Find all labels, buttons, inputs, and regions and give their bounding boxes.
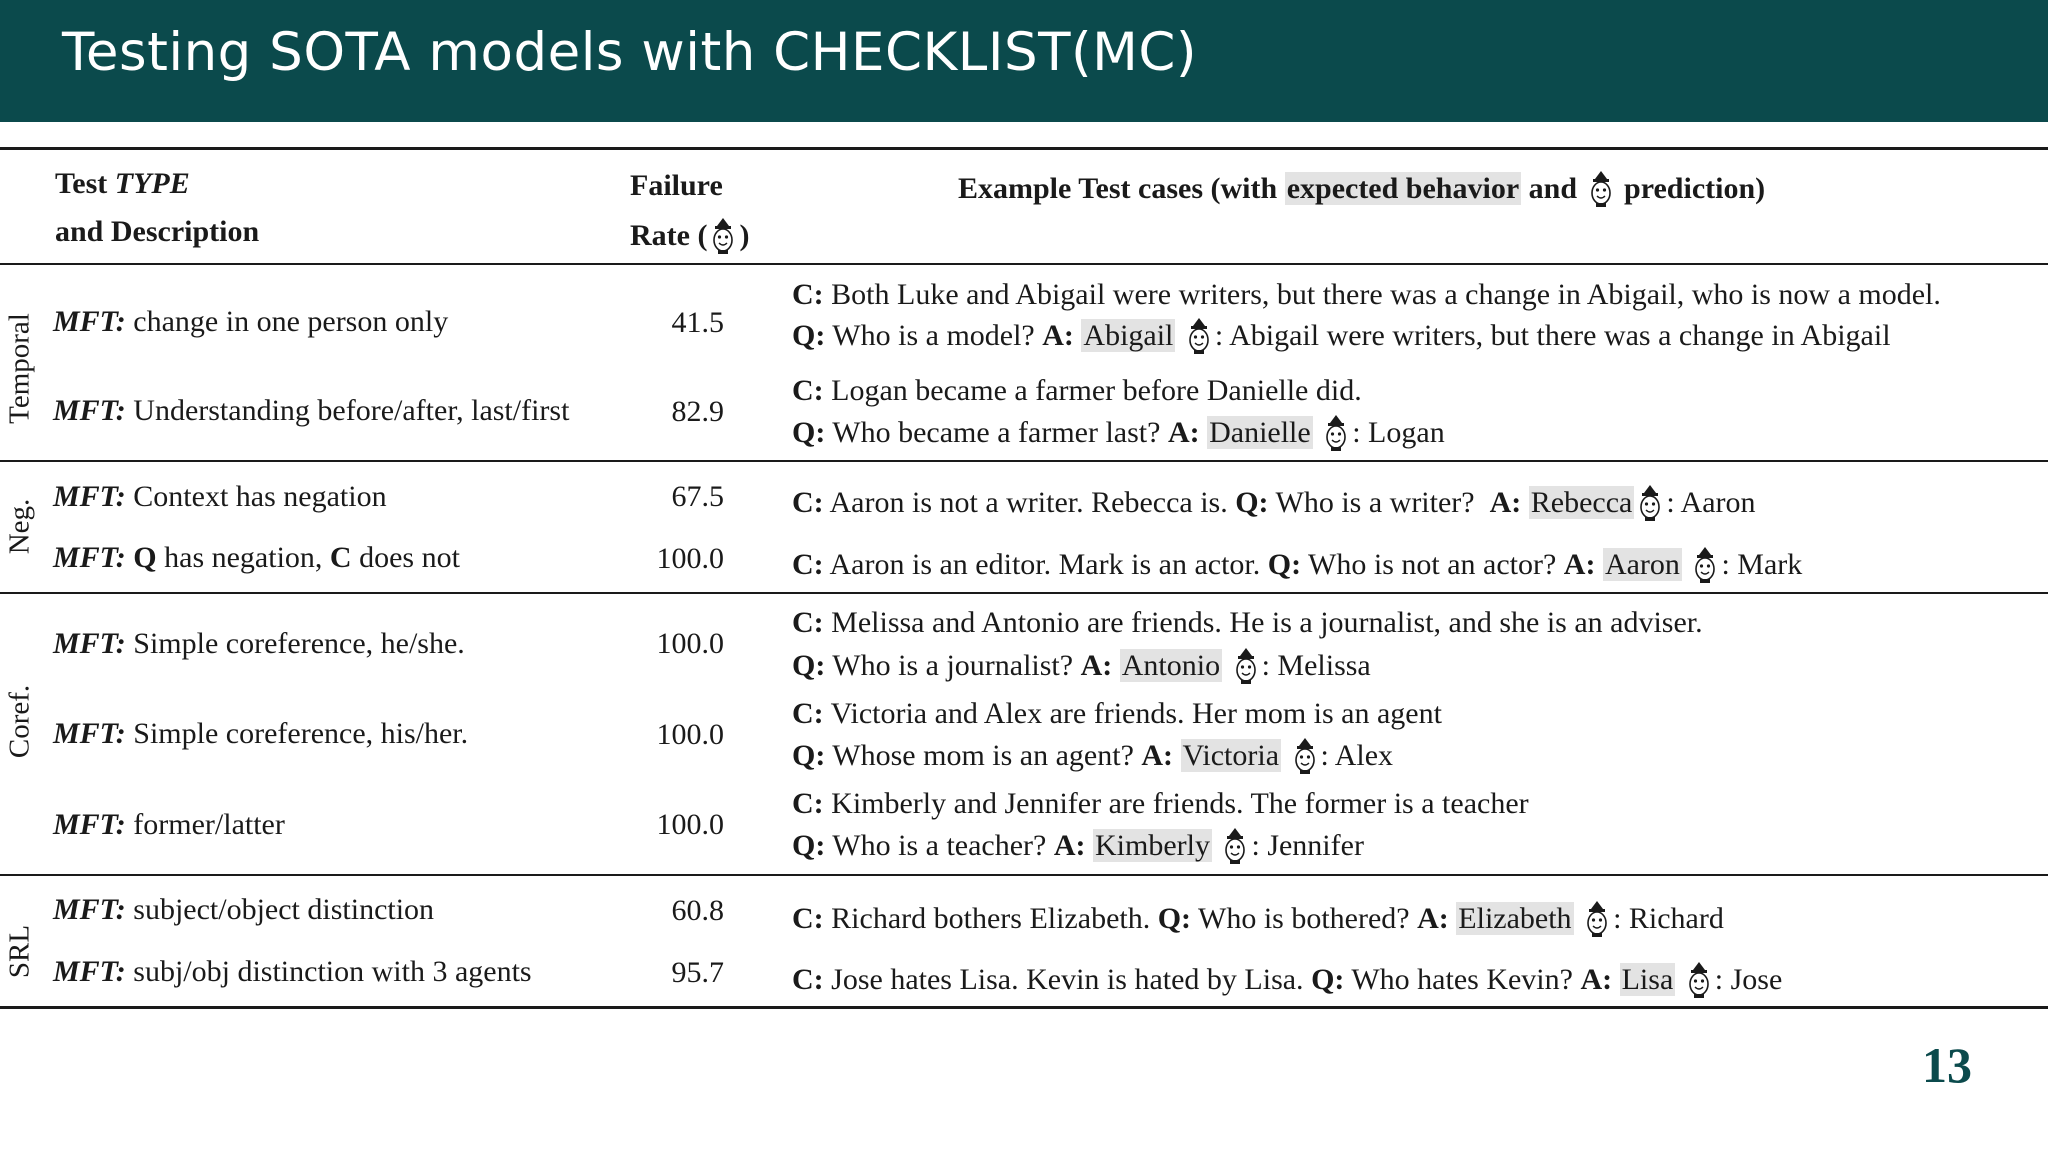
table-row-desc: MFT: Context has negation bbox=[53, 480, 387, 513]
failure-rate: 95.7 bbox=[671, 956, 724, 989]
header-rule bbox=[0, 263, 2048, 265]
robot-icon bbox=[710, 216, 736, 256]
group-rule-coref bbox=[0, 874, 2048, 876]
expected-answer: Danielle bbox=[1209, 416, 1311, 449]
group-label-srl: SRL bbox=[3, 924, 36, 979]
question-line: Q: Who became a farmer last? A: Danielle : Logan bbox=[792, 413, 1445, 453]
failure-rate: 100.0 bbox=[656, 718, 724, 751]
expected-answer: Aaron bbox=[1604, 548, 1680, 581]
table-row-desc: MFT: subj/obj distinction with 3 agents bbox=[53, 955, 532, 988]
robot-icon bbox=[1233, 646, 1259, 686]
expected-answer: Kimberly bbox=[1095, 829, 1210, 862]
failure-rate: 82.9 bbox=[671, 395, 724, 428]
failure-rate: 100.0 bbox=[656, 627, 724, 660]
table-row-desc: MFT: former/latter bbox=[53, 808, 285, 841]
page-number: 13 bbox=[1922, 1037, 1972, 1093]
expected-answer: Antonio bbox=[1121, 649, 1221, 682]
group-label-coref: Coref. bbox=[3, 684, 36, 759]
group-rule-temporal bbox=[0, 460, 2048, 462]
robot-icon bbox=[1186, 316, 1212, 356]
model-prediction: : Aaron bbox=[1666, 486, 1756, 519]
robot-icon bbox=[1692, 545, 1718, 585]
header-failure: Failure bbox=[630, 169, 723, 202]
failure-rate: 100.0 bbox=[656, 808, 724, 841]
model-prediction: : Jose bbox=[1714, 963, 1783, 996]
robot-icon bbox=[1637, 483, 1663, 523]
table-row-desc: MFT: Simple coreference, his/her. bbox=[53, 717, 469, 750]
question-line: Q: Who is a model? A: Abigail : Abigail were writers, but there was a change in Abigail bbox=[792, 316, 1891, 356]
context-line: C: Both Luke and Abigail were writers, but there was a change in Abigail, who is now a model. bbox=[792, 278, 1941, 311]
model-prediction: : Jennifer bbox=[1251, 829, 1364, 862]
context-line: C: Logan became a farmer before Danielle did. bbox=[792, 374, 1362, 407]
table-row-desc: MFT: Understanding before/after, last/first bbox=[53, 394, 570, 427]
expected-answer: Lisa bbox=[1621, 963, 1674, 996]
context-line: C: Victoria and Alex are friends. Her mom is an agent bbox=[792, 697, 1442, 730]
question-line: Q: Who is a teacher? A: Kimberly : Jennifer bbox=[792, 826, 1364, 866]
failure-rate: 60.8 bbox=[671, 894, 724, 927]
robot-icon bbox=[1584, 899, 1610, 939]
context-line: C: Melissa and Antonio are friends. He is a journalist, and she is an adviser. bbox=[792, 606, 1703, 639]
failure-rate: 41.5 bbox=[671, 306, 724, 339]
header-failure-rate: Rate ( ) bbox=[630, 216, 749, 256]
expected-answer: Abigail bbox=[1083, 319, 1174, 352]
table-bottom-rule bbox=[0, 1006, 2048, 1009]
model-prediction: : Abigail were writers, but there was a change in Abigail bbox=[1214, 319, 1891, 352]
header-example-cases: Example Test cases (with expected behavior and prediction) bbox=[958, 169, 1765, 209]
group-label-temporal: Temporal bbox=[3, 313, 36, 424]
robot-icon bbox=[1588, 169, 1614, 209]
title-banner bbox=[0, 0, 2048, 122]
header-test-description: and Description bbox=[55, 215, 260, 248]
failure-rate: 67.5 bbox=[671, 480, 724, 513]
expected-behavior-legend: expected behavior bbox=[1286, 172, 1520, 205]
table-row-desc: MFT: change in one person only bbox=[53, 305, 449, 338]
context-question-line: C: Richard bothers Elizabeth. Q: Who is bothered? A: Elizabeth : Richard bbox=[792, 899, 1724, 939]
context-question-line: C: Jose hates Lisa. Kevin is hated by Lisa. Q: Who hates Kevin? A: Lisa : Jose bbox=[792, 960, 1782, 1000]
model-prediction: : Mark bbox=[1721, 548, 1803, 581]
failure-rate: 100.0 bbox=[656, 542, 724, 575]
context-line: C: Kimberly and Jennifer are friends. The former is a teacher bbox=[792, 787, 1529, 820]
table-top-rule bbox=[0, 147, 2048, 150]
slide-title: Testing SOTA models with CHECKLIST(MC) bbox=[62, 22, 1198, 83]
context-question-line: C: Aaron is an editor. Mark is an actor. Q: Who is not an actor? A: Aaron : Mark bbox=[792, 545, 1802, 585]
group-label-neg: Neg. bbox=[3, 498, 36, 555]
model-prediction: : Logan bbox=[1352, 416, 1445, 449]
table-row-desc: MFT: Simple coreference, he/she. bbox=[53, 627, 465, 660]
table-row-desc: MFT: subject/object distinction bbox=[53, 893, 435, 926]
robot-icon bbox=[1292, 736, 1318, 776]
robot-icon bbox=[1222, 826, 1248, 866]
group-rule-neg bbox=[0, 592, 2048, 594]
context-question-line: C: Aaron is not a writer. Rebecca is. Q: Who is a writer? A: Rebecca : Aaron bbox=[792, 483, 1756, 523]
expected-answer: Elizabeth bbox=[1458, 902, 1572, 935]
model-prediction: : Richard bbox=[1613, 902, 1724, 935]
robot-icon bbox=[1686, 960, 1712, 1000]
table-row-desc: MFT: Q has negation, C does not bbox=[53, 541, 460, 574]
question-line: Q: Whose mom is an agent? A: Victoria : Alex bbox=[792, 736, 1393, 776]
expected-answer: Victoria bbox=[1182, 739, 1280, 772]
header-test-type: Test TYPE bbox=[55, 167, 190, 200]
model-prediction: : Melissa bbox=[1261, 649, 1371, 682]
model-prediction: : Alex bbox=[1320, 739, 1394, 772]
robot-icon bbox=[1323, 413, 1349, 453]
question-line: Q: Who is a journalist? A: Antonio : Melissa bbox=[792, 646, 1371, 686]
expected-answer: Rebecca bbox=[1530, 486, 1633, 519]
